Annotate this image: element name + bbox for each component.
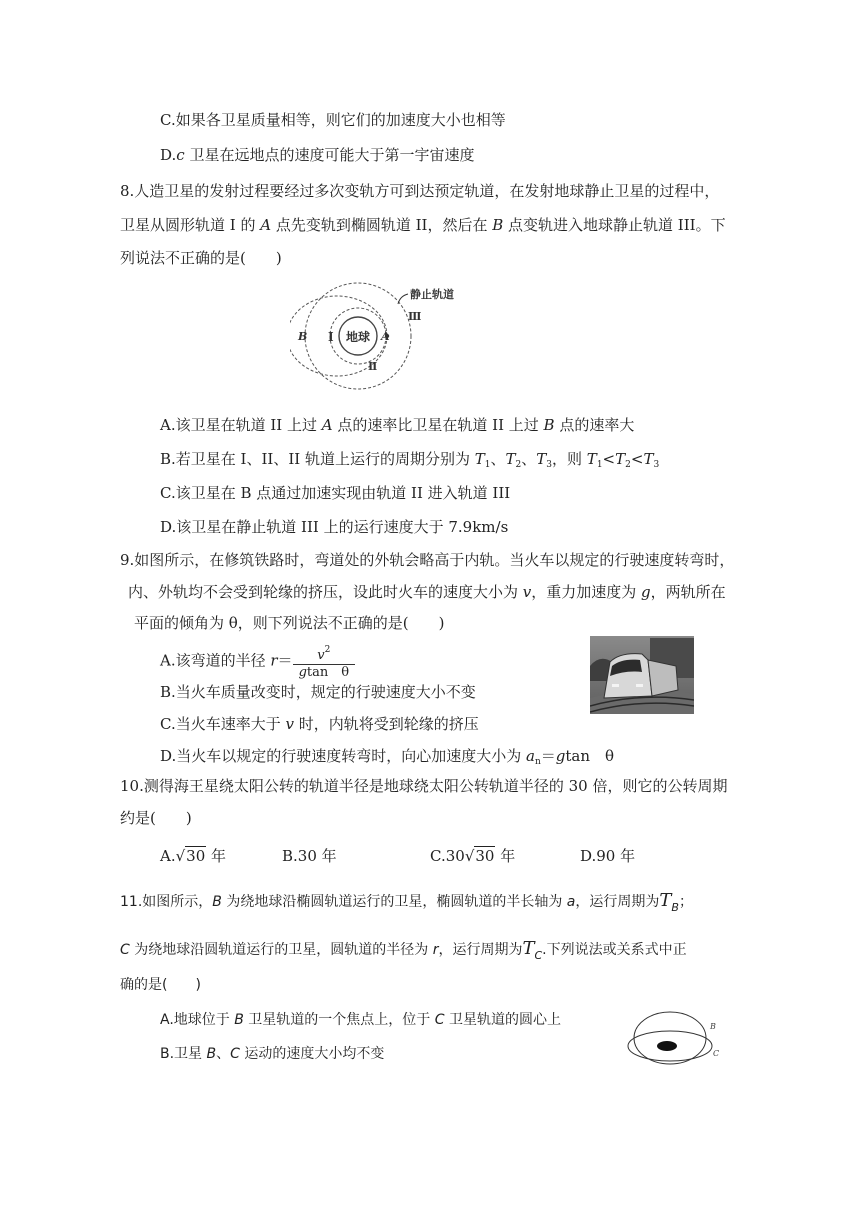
label-iii: Ⅲ [408, 310, 422, 323]
label-a: A [381, 330, 390, 343]
q11-stem-line1: 11.如图所示，B 为绕地球沿椭圆轨道运行的卫星，椭圆轨道的半长轴为 a，运行周期为$T_B$； [120, 890, 693, 914]
label-i: Ⅰ [328, 330, 334, 344]
label-b: B [298, 330, 308, 343]
q8-option-d: D.该卫星在静止轨道 III 上的运行速度大于 7.9km/s [160, 518, 509, 536]
q9-stem-line3: 平面的倾角为 θ，则下列说法不正确的是( ) [134, 614, 445, 632]
q10-option-c: C.30√30 年 [430, 847, 516, 865]
earth-label: 地球 [345, 330, 371, 344]
q9-option-c: C.当火车速率大于 v 时，内轨将受到轮缘的挤压 [160, 715, 479, 733]
train-light-left [612, 684, 619, 687]
q11-stem-line2: C 为绕地球沿圆轨道运行的卫星，圆轨道的半径为 r，运行周期为$T_C$.下列说法或关系式中正 [120, 938, 687, 962]
q7-option-c: C.如果各卫星质量相等，则它们的加速度大小也相等 [160, 111, 506, 129]
train-photo [590, 636, 694, 714]
q8-stem-line1: 8.人造卫星的发射过程要经过多次变轨方可到达预定轨道，在发射地球静止卫星的过程中， [120, 182, 720, 200]
q10-stem-line2: 约是( ) [120, 809, 192, 827]
q9-stem-line2: 内、外轨均不会受到轮缘的挤压，设此时火车的速度大小为 v，重力加速度为 g，两轨所在 [128, 583, 726, 601]
q8-option-b: B.若卫星在 I、II、II 轨道上运行的周期分别为 $T_1$、$T_2$、$T_3$，则 $T_1<T_2<T_3$ [160, 450, 660, 470]
q8-stem-line2: 卫星从圆形轨道 I 的 A 点先变轨到椭圆轨道 II，然后在 B 点变轨进入地球静止轨道 III。下 [120, 216, 726, 234]
earth [657, 1041, 677, 1051]
train-carriage [648, 660, 678, 696]
q8-stem-line3: 列说法不正确的是( ) [120, 249, 282, 267]
q10-stem-line1: 10.测得海王星绕太阳公转的轨道半径是地球绕太阳公转轨道半径的 30 倍，则它的公转周期 [120, 777, 728, 795]
q8-option-a: A.该卫星在轨道 II 上过 A 点的速率比卫星在轨道 II 上过 B 点的速率大 [160, 416, 635, 434]
q9-option-b: B.当火车质量改变时，规定的行驶速度大小不变 [160, 683, 476, 701]
label-sat-b: B [710, 1022, 716, 1031]
q7-option-d: D.c 卫星在远地点的速度可能大于第一宇宙速度 [160, 146, 475, 164]
train-light-right [636, 684, 643, 687]
orbit-diagram [290, 280, 460, 395]
q9-option-a: A.该弯道的半径 r＝ $\frac{v^2}{\text{gtan θ}}$ [160, 642, 355, 681]
q9-option-d: D.当火车以规定的行驶速度转弯时，向心加速度大小为 $a_n=gtan$ θ [160, 747, 615, 767]
label-ii: Ⅱ [368, 360, 378, 373]
q10-option-d: D.90 年 [580, 847, 636, 865]
orbit-b [634, 1012, 706, 1064]
label-static-orbit: 静止轨道 [410, 288, 454, 301]
q10-option-a: A.√30 年 [160, 847, 227, 865]
q9-stem-line1: 9.如图所示，在修筑铁路时，弯道处的外轨会略高于内轨。当火车以规定的行驶速度转弯时， [120, 551, 735, 569]
label-sat-c: C [713, 1049, 720, 1058]
q10-option-b: B.30 年 [282, 847, 337, 865]
q8-option-c: C.该卫星在 B 点通过加速实现由轨道 II 进入轨道 III [160, 484, 511, 502]
q11-option-b: B.卫星 B、C 运动的速度大小均不变 [160, 1046, 385, 1062]
satellite-orbit-diagram [624, 1010, 734, 1070]
q11-stem-line3: 确的是( ) [120, 977, 201, 993]
q11-option-a: A.地球位于 B 卫星轨道的一个焦点上，位于 C 卫星轨道的圆心上 [160, 1012, 561, 1028]
radius-fraction: $\frac{v^2}{\text{gtan θ}}$ [293, 642, 356, 681]
